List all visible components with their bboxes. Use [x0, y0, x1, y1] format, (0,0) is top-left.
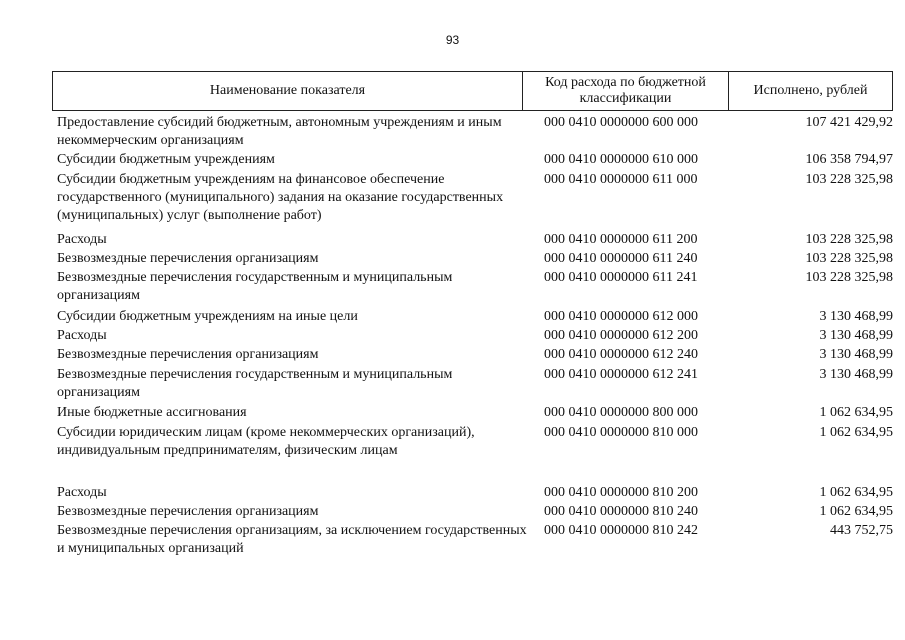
row-name: Иные бюджетные ассигнования: [57, 405, 247, 420]
row-code: 000 0410 0000000 810 240: [544, 504, 698, 519]
row-name: Предоставление субсидий бюджетным, автономным учреждениям и иным некоммерческим организациям: [57, 115, 502, 148]
row-name: Безвозмездные перечисления организациям, за исключением государственных и муниципальных организаций: [57, 523, 527, 556]
row-amount: 1 062 634,95: [819, 485, 893, 500]
header-name: Наименование показателя: [53, 72, 523, 110]
row-code: 000 0410 0000000 612 241: [544, 367, 698, 382]
row-amount: 443 752,75: [830, 523, 893, 538]
row-code: 000 0410 0000000 611 000: [544, 172, 698, 187]
row-name: Расходы: [57, 232, 107, 247]
row-code: 000 0410 0000000 600 000: [544, 115, 698, 130]
row-name: Безвозмездные перечисления организациям: [57, 347, 319, 362]
row-name: Субсидии юридическим лицам (кроме некоммерческих организаций), индивидуальным предпринимателям, физическим лицам: [57, 425, 475, 458]
header-code: Код расхода по бюджетной классификации: [523, 72, 729, 110]
row-name: Субсидии бюджетным учреждениям на иные цели: [57, 309, 358, 324]
row-amount: 3 130 468,99: [819, 328, 893, 343]
row-amount: 107 421 429,92: [805, 115, 893, 130]
row-amount: 1 062 634,95: [819, 425, 893, 440]
row-code: 000 0410 0000000 610 000: [544, 152, 698, 167]
row-code: 000 0410 0000000 800 000: [544, 405, 698, 420]
row-code: 000 0410 0000000 611 200: [544, 232, 698, 247]
page-number: 93: [445, 33, 460, 47]
row-name: Расходы: [57, 328, 107, 343]
row-name: Безвозмездные перечисления государственным и муниципальным организациям: [57, 270, 453, 303]
row-amount: 1 062 634,95: [819, 405, 893, 420]
row-amount: 103 228 325,98: [805, 251, 893, 266]
row-code: 000 0410 0000000 810 200: [544, 485, 698, 500]
row-code: 000 0410 0000000 612 200: [544, 328, 698, 343]
row-amount: 1 062 634,95: [819, 504, 893, 519]
row-amount: 3 130 468,99: [819, 367, 893, 382]
row-code: 000 0410 0000000 810 000: [544, 425, 698, 440]
table-header: [52, 71, 893, 111]
row-amount: 106 358 794,97: [805, 152, 893, 167]
header-amount: Исполнено, рублей: [753, 83, 868, 98]
row-name: Безвозмездные перечисления организациям: [57, 251, 319, 266]
row-code: 000 0410 0000000 612 240: [544, 347, 698, 362]
row-name: Расходы: [57, 485, 107, 500]
row-amount: 103 228 325,98: [805, 172, 893, 187]
row-amount: 3 130 468,99: [819, 347, 893, 362]
row-name: Безвозмездные перечисления государственным и муниципальным организациям: [57, 367, 453, 400]
row-code: 000 0410 0000000 612 000: [544, 309, 698, 324]
row-amount: 103 228 325,98: [805, 232, 893, 247]
row-amount: 103 228 325,98: [805, 270, 893, 285]
row-name: Субсидии бюджетным учреждениям: [57, 152, 275, 167]
row-code: 000 0410 0000000 810 242: [544, 523, 698, 538]
row-code: 000 0410 0000000 611 241: [544, 270, 698, 285]
row-name: Субсидии бюджетным учреждениям на финансовое обеспечение государственного (муниципального) задания на оказание государственных (муниципальных) услуг (выполнение работ): [57, 172, 504, 223]
row-name: Безвозмездные перечисления организациям: [57, 504, 319, 519]
row-amount: 3 130 468,99: [819, 309, 893, 324]
row-code: 000 0410 0000000 611 240: [544, 251, 698, 266]
